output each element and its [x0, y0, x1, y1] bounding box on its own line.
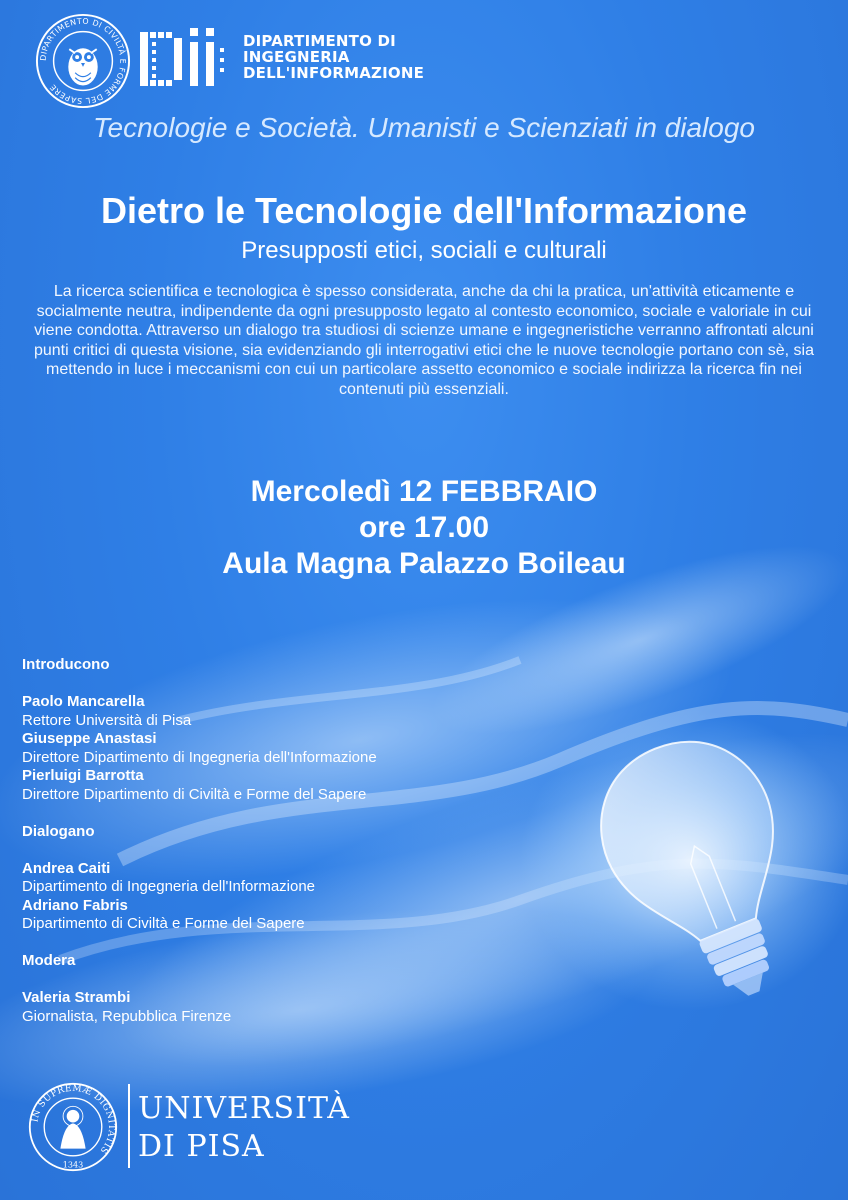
event-time: ore 17.00	[358, 511, 490, 544]
event-title: Dietro le Tecnologie dell'Informazione	[101, 190, 747, 231]
speaker-role: Direttore Dipartimento di Ingegneria dell'Informazione	[22, 748, 377, 766]
event-place: Aula Magna Palazzo Boileau	[222, 547, 626, 580]
speaker-name: Andrea Caiti	[22, 859, 111, 877]
dii-logo-icon	[140, 28, 236, 90]
section-heading-introducono: Introducono	[22, 656, 110, 673]
department-name-line: DELL'INFORMAZIONE	[243, 64, 425, 82]
department-name-line: DIPARTIMENTO DI	[243, 32, 396, 50]
owl-seal-text: DIPARTIMENTO DI CIVILTÀ E FORME DEL SAPERE	[38, 16, 128, 106]
speaker-name: Adriano Fabris	[22, 896, 128, 914]
speaker-name: Pierluigi Barrotta	[22, 767, 144, 784]
owl-seal-icon	[34, 12, 132, 110]
speaker-role: Dipartimento di Civiltà e Forme del Sapere	[22, 915, 305, 932]
speaker-name: Valeria Strambi	[22, 989, 131, 1006]
speaker-name: Paolo Mancarella	[22, 693, 145, 710]
event-details	[0, 474, 848, 582]
department-name	[243, 33, 463, 81]
speaker-group-dialogano	[22, 860, 482, 934]
university-seal-text: IN SUPREMÆ DIGNITATIS	[30, 1083, 117, 1156]
speaker-role: Direttore Dipartimento di Civiltà e Forme del Sapere	[22, 785, 367, 803]
series-title: Tecnologie e Società. Umanisti e Scienziati in dialogo	[92, 112, 756, 143]
program-list	[22, 656, 482, 1045]
section-heading-modera: Modera	[22, 952, 76, 969]
university-name-line: UNIVERSITÀ	[138, 1091, 350, 1126]
speaker-name: Giuseppe Anastasi	[22, 730, 157, 747]
section-heading-dialogano: Dialogano	[22, 822, 95, 840]
university-seal-year: 1343	[62, 1159, 84, 1170]
department-name-line: INGEGNERIA	[243, 48, 350, 66]
university-seal-icon	[28, 1082, 118, 1172]
speaker-role: Giornalista, Repubblica Firenze	[22, 1007, 232, 1025]
event-date: Mercoledì 12 FEBBRAIO	[250, 475, 598, 508]
university-name-line: DI PISA	[138, 1129, 265, 1164]
speaker-role: Dipartimento di Ingegneria dell'Informazione	[22, 878, 316, 895]
speaker-group-modera	[22, 989, 482, 1026]
speaker-group-introducono	[22, 693, 482, 804]
speaker-role: Rettore Università di Pisa	[22, 711, 192, 729]
event-subtitle: Presupposti etici, sociali e culturali	[241, 237, 607, 264]
event-abstract: La ricerca scientifica e tecnologica è spesso considerata, anche da chi la pratica, un'attività eticamente e socialmente neutra, indipendente da ogni presupposto legato al contesto economico, sociale e valoriale in cui viene condotta. Attraverso un dialogo tra studiosi di scienze umane e ingegneristiche verranno affrontati alcuni punti critici di questa visione, sia evidenziando gli interrogativi etici che le nuove tecnologie portano con sè, sia mettendo in luce i meccanismi con cui un particolare assetto economico e sociale indirizza la ricerca fin nei contenuti più essenziali.	[33, 283, 814, 398]
university-logo-divider	[128, 1084, 130, 1168]
university-name	[138, 1090, 350, 1166]
